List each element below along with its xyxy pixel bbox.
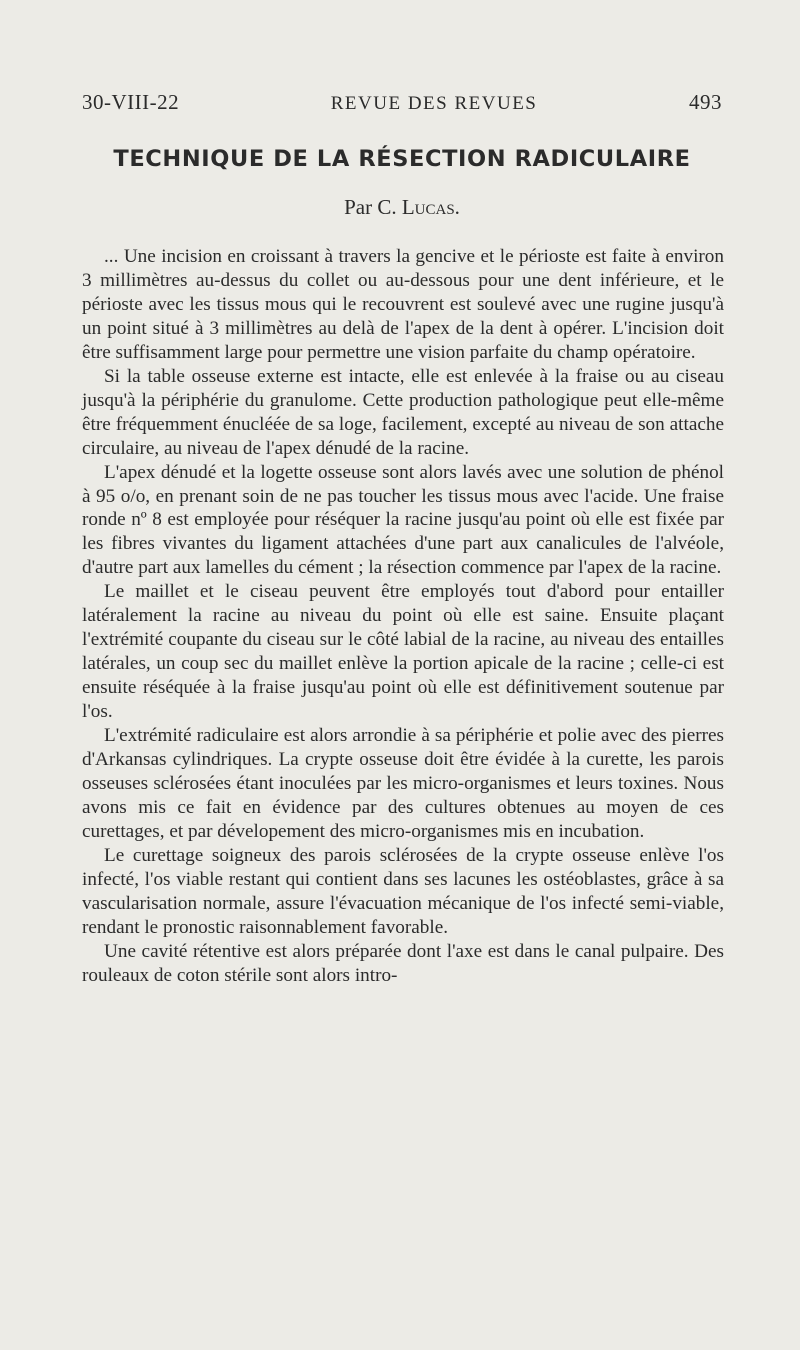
article-title: TECHNIQUE DE LA RÉSECTION RADICULAIRE	[113, 146, 691, 172]
paragraph: Une cavité rétentive est alors préparée dont l'axe est dans le canal pulpaire. Des rouleaux de coton stérile sont alors intro-	[82, 940, 724, 986]
article-body	[82, 245, 724, 988]
article-byline	[82, 195, 722, 220]
paragraph: Le maillet et le ciseau peuvent être employés tout d'abord pour entailler latéralement la racine au niveau du point où elle est saine. Ensuite plaçant l'extrémité coupante du ciseau sur le côté labial de la racine, au niveau des entailles latérales, un coup sec du maillet enlève la portion apicale de la racine ; celle-ci est ensuite réséquée à la fraise jusqu'au point où elle est définitivement soutenue par l'os.	[82, 581, 724, 723]
byline-prefix: Par C.	[344, 195, 397, 219]
paragraph: L'extrémité radiculaire est alors arrondie à sa périphérie et polie avec des pierres d'Arkansas cylindriques. La crypte osseuse doit être évidée à la curette, les parois osseuses sclérosées étant inoculées par les micro-organismes et leurs toxines. Nous avons mis ce fait en évidence par des cultures obtenues au moyen de ces curettages, et par dévelopement des micro-organismes mis en incubation.	[82, 725, 724, 842]
running-header	[82, 90, 722, 115]
paragraph: L'apex dénudé et la logette osseuse sont alors lavés avec une solution de phénol à 95 o/o, en prenant soin de ne pas toucher les tissus mous avec l'acide. Une fraise ronde nº 8 est employée pour réséquer la racine jusqu'au point où elle est fixée par les fibres vivantes du ligament attachées d'une part aux canalicules de l'alvéole, d'autre part aux lamelles du cément ; la résection commence par l'apex de la racine.	[82, 461, 724, 579]
paragraph: Si la table osseuse externe est intacte, elle est enlevée à la fraise ou au ciseau jusqu'à la périphérie du granulome. Cette production pathologique peut elle-même être fréquemment énucléée de sa loge, facilement, excepté au niveau de son attache circulaire, au niveau de l'apex dénudé de la racine.	[82, 365, 724, 459]
journal-section-title: REVUE DES REVUES	[330, 93, 538, 114]
paragraph: Le curettage soigneux des parois sclérosées de la crypte osseuse enlève l'os infecté, l'os viable restant qui contient dans ses lacunes les ostéoblastes, grâce à sa vascularisation normale, assure l'évacuation mécanique de l'os infecté semi-viable, rendant le pronostic raisonnablement favorable.	[82, 844, 724, 938]
paragraph: ... Une incision en croissant à travers la gencive et le périoste est faite à environ 3 millimètres au-dessus du collet ou au-dessous pour une dent inférieure, et le périoste avec les tissus mous qui le recouvrent est soulevé avec une rugine jusqu'à un point situé à 3 millimètres au delà de l'apex de la dent à opérer. L'incision doit être suffisamment large pour permettre une vision parfaite du champ opératoire.	[82, 246, 724, 363]
author-name: Lucas.	[401, 195, 460, 219]
issue-date: 30-VIII-22	[82, 90, 180, 114]
page-number: 493	[688, 90, 722, 114]
